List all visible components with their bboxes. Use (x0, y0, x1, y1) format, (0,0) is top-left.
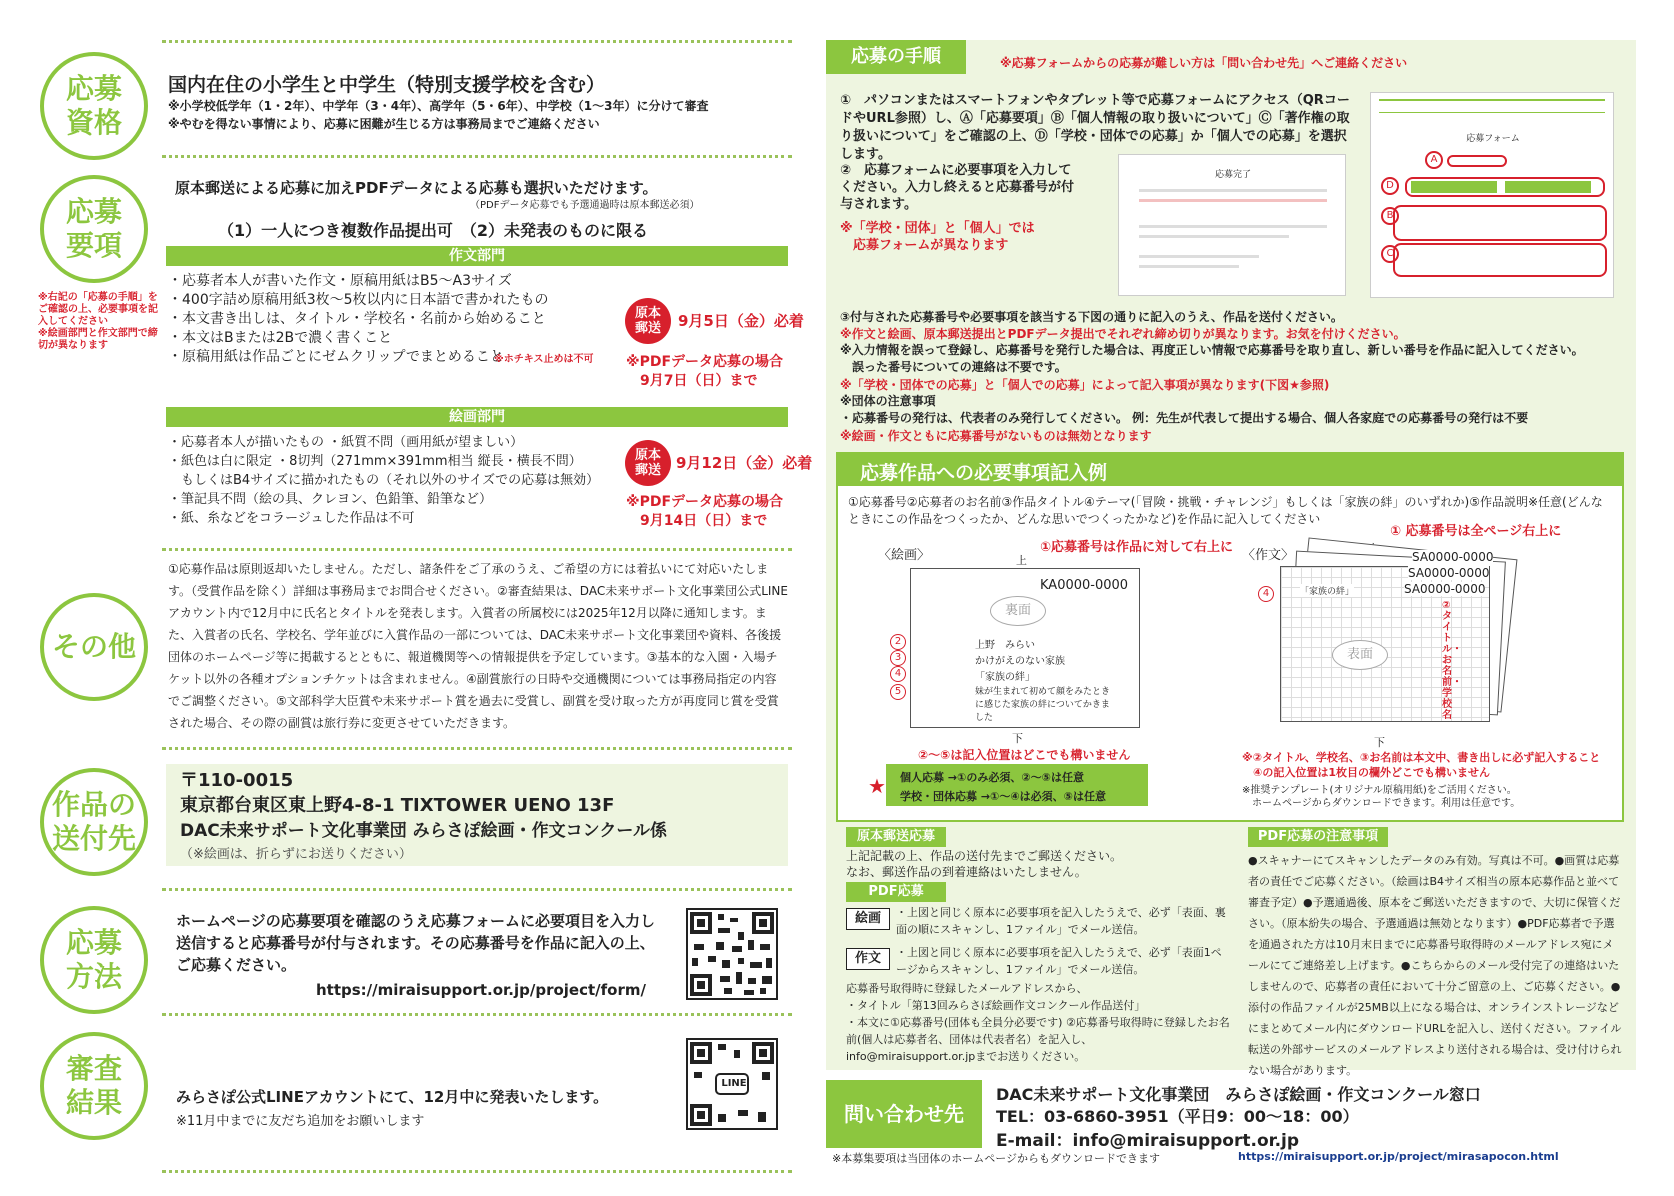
procedure-step2-note: ※「学校・団体」と「個人」では 応募フォームが異なります (840, 221, 1035, 253)
divider (162, 1013, 792, 1016)
pdf-send-text: 応募番号取得時に登録したメールアドレスから、 ・タイトル「第13回みらさぽ絵画作文コンクール作品送付」 ・本文に①応募番号(団体も全員分必要です) ②応募番号取得時に登録したお名前(個人は応募者名、団体は代表者名）を記入し、 info@miraisupport.or.jpまでお送りください。 (846, 982, 1230, 1063)
essay-pdf-deadline: ※PDFデータ応募の場合 9月7日（日）まで (626, 354, 784, 389)
essay-label: 〈作文〉 (1242, 548, 1295, 563)
procedure-step1: ① パソコンまたはスマートフォンやタブレット等で応募フォームにアクセス（QRコードやURL参照）し、Ⓐ「応募要項」Ⓑ「個人情報の取り扱いについて」Ⓒ「著作権の取り扱いについて」をご確認の上、Ⓓ「学校・団体での応募」か「個人での応募」を選択します。 (840, 93, 1350, 162)
marker-c: C (1381, 245, 1399, 263)
painting-deadline: 9月12日（金）必着 (676, 454, 813, 472)
address-zip: 〒110-0015 (180, 770, 294, 791)
section-circle-eligibility: 応募 資格 (40, 52, 148, 160)
eligibility-note: ※小学校低学年（1・2年）、中学年（3・4年）、高学年（5・6年）、中学校（1〜3年）に分けて審査 (168, 99, 709, 113)
choice-group-button (1411, 181, 1497, 193)
divider (162, 548, 792, 551)
text-line (1139, 265, 1239, 268)
section-circle-result: 審査 結果 (40, 1032, 148, 1140)
mail-stamp: 原本 郵送 (625, 440, 671, 486)
essay-front-label: 表面 (1332, 640, 1388, 670)
rule-group: 学校・団体応募 →①〜④は必須、⑤は任意 (900, 790, 1106, 803)
section-circle-address: 作品の 送付先 (40, 768, 148, 876)
form-qr-code[interactable] (686, 908, 778, 1000)
painting-label: 〈絵画〉 (878, 548, 931, 563)
choice-individual-button (1505, 181, 1591, 193)
done-screen-title: 応募完了 (1214, 170, 1251, 180)
procedure-step3-note: ※絵画・作文ともに応募番号がないものは無効となります (840, 429, 1152, 443)
annotation-a (1447, 155, 1507, 167)
text-line (1139, 189, 1327, 192)
divider (162, 40, 792, 43)
marker-4: 4 (1258, 586, 1274, 602)
line-label: LINE (721, 1078, 747, 1089)
essay-bottom-label: 下 (1374, 736, 1385, 749)
contact-label: 問い合わせ先 (826, 1080, 982, 1148)
divider (162, 155, 792, 158)
painting-name: 上野 みらい (975, 640, 1035, 651)
pdf-notes-text: ●スキャナーにてスキャンしたデータのみ有効。写真は不可。●画質は応募者の責任でご応募ください。（絵画はB4サイズ相当の原本応募作品と並べて審査予定）●予選通過後、原本をご郵送いただきますので、大切に保管ください。（原本紛失の場合、予選通過は無効となります）●PDF応募者で予選を通過された方は10月末日までに応募番号取得時のメールアドレス宛にメールにてご連絡差し上げます。●こちらからのメール受付完了の連絡はいたしませんので、応募者の責任において十分ご留意の上、ご応募ください。●添付の作品ファイルが25MB以上になる場合は、オンラインストレージなどにまとめてメール内にダウンロードURLを記入し、送付ください。ファイル転送の外部サービスのメールアドレスより送付される場合は、受け付けられない場合があります。 (1248, 854, 1622, 1077)
address-line1: 東京都台東区東上野4-8-1 TIXTOWER UENO 13F (180, 795, 615, 816)
marker-2: 2 (890, 634, 906, 650)
procedure-title-note: ※応募フォームからの応募が難しい方は「問い合わせ先」へご連絡ください (1000, 56, 1408, 70)
eligibility-title: 国内在住の小学生と中学生（特別支援学校を含む） (168, 74, 606, 96)
divider (162, 747, 792, 750)
painting-header: 絵画部門 (166, 407, 788, 427)
section-circle-other: その他 (40, 593, 148, 701)
star-icon: ★ (868, 774, 886, 798)
pdf-essay-text: ・上図と同じく原本に必要事項を記入したうえで、必ず「表面1ページからスキャンし、1ファイル」でメール送信。 (896, 946, 1222, 976)
painting-bottom-label: 下 (1012, 732, 1023, 745)
essay-theme: 「家族の絆」 (1300, 584, 1354, 597)
text-line (1139, 225, 1327, 228)
line-qr-code[interactable] (686, 1038, 778, 1130)
pdf-notes-header: PDF応募の注意事項 (1248, 827, 1388, 847)
text-line (1139, 235, 1289, 238)
painting-number-note: ①応募番号は作品に対して右上に (1040, 540, 1234, 555)
section-circle-requirements: 応募 要項 (40, 175, 148, 283)
method-text: ホームページの応募要項を確認のうえ応募フォームに必要項目を入力し送信すると応募番号が付与されます。その応募番号を作品に記入の上、ご応募ください。 (176, 912, 655, 974)
annotation-b (1393, 205, 1607, 241)
method-url[interactable]: https://miraisupport.or.jp/project/form/ (316, 981, 646, 999)
essay-deadline: 9月5日（金）必着 (678, 312, 804, 330)
essay-number: SA0000-0000 (1404, 582, 1486, 596)
rule-individual: 個人応募 →①のみ必須、②〜⑤は任意 (900, 771, 1084, 784)
procedure-title: 応募の手順 (826, 40, 966, 74)
mail-header: 原本郵送応募 (846, 827, 946, 847)
example-desc: ①応募番号②応募者のお名前③作品タイトル④テーマ(「冒険・挑戦・チャレンジ」もしくは「家族の絆」のいずれか)⑤作品説明※任意(どんなときにこの作品をつくったか、どんな思いでつくったかなど)を作品に記入してください (848, 495, 1603, 526)
contact-org: DAC未来サポート文化事業団 みらさぽ絵画・作文コンクール窓口 (996, 1085, 1481, 1104)
marker-3: 3 (890, 650, 906, 666)
template-note: ※推奨テンプレート(オリジナル原稿用紙)をご活用ください。 ホームページからダウンロードできます。利用は任意です。 (1242, 785, 1521, 809)
painting-description: 妹が生まれて初めて顔をみたときに感じた家族の絆についてかきました (975, 687, 1111, 723)
pdf-painting-text: ・上図と同じく原本に必要事項を記入したうえで、必ず「表面、裏面の順にスキャンし、1ファイル」でメール送信。 (896, 906, 1226, 936)
example-title: 応募作品への必要事項記入例 (860, 462, 1108, 484)
painting-tag: 絵画 (846, 908, 890, 930)
eligibility-note: ※やむを得ない事情により、応募に困難が生じる方は事務局までご連絡ください (168, 117, 600, 131)
annotation-c (1393, 243, 1607, 277)
procedure-step3-note: ※作文と絵画、原本郵送提出とPDFデータ提出でそれぞれ締め切りが異なります。お気を付けください。 (840, 327, 1406, 341)
painting-title: かけがえのない家族 (975, 656, 1065, 667)
essay-number: SA0000-0000 (1412, 550, 1494, 564)
mail-stamp: 原本 郵送 (625, 298, 671, 344)
address-line2: DAC未来サポート文化事業団 みらさぽ絵画・作文コンクール係 (180, 821, 667, 841)
requirements-lead-sub: （PDFデータ応募でも予選通過時は原本郵送必須） (470, 200, 700, 211)
form-screen-image (1370, 92, 1614, 298)
footer-url[interactable]: https://miraisupport.or.jp/project/mirasapocon.html (1238, 1150, 1559, 1163)
essay-header: 作文部門 (166, 246, 788, 266)
requirements-lead: 原本郵送による応募に加えPDFデータによる応募も選択いただけます。 (175, 179, 658, 197)
text-line (1139, 255, 1259, 258)
painting-number: KA0000-0000 (1040, 578, 1129, 593)
essay-staple-note: ※ホチキス止めは不可 (494, 354, 594, 365)
result-text: みらさぽ公式LINEアカウントにて、12月中に発表いたします。 (176, 1088, 609, 1106)
footer-note: ※本募集要項は当団体のホームページからもダウンロードできます (832, 1152, 1160, 1165)
marker-d: D (1381, 177, 1399, 195)
requirements-rule: （1）一人につき複数作品提出可 （2）未発表のものに限る (218, 221, 648, 240)
requirements-side-note: ※右記の「応募の手順」をご確認の上、必要事項を記入してください ※絵画部門と作文部門で締切が異なります (38, 292, 158, 351)
essay-side-note: ②タイトル・お名前・学校名 (1442, 600, 1462, 721)
essay-number-note: ① 応募番号は全ページ右上に (1390, 524, 1562, 539)
section-circle-method: 応募 方法 (40, 906, 148, 1014)
form-screen-title: 応募フォーム (1466, 134, 1520, 144)
divider (162, 888, 792, 891)
procedure-step2: ② 応募フォームに必要事項を入力してください。入力し終えると応募番号が付与されます。 (840, 163, 1075, 212)
essay-items: ・応募者本人が書いた作文・原稿用紙はB5〜A3サイズ ・400字詰め原稿用紙3枚〜5枚以内に日本語で書かれたもの ・本文書き出しは、タイトル・学校名・名前から始めること ・本文はBまたは2Bで濃く書くこと ・原稿用紙は作品ごとにゼムクリップでまとめること (168, 273, 549, 365)
procedure-step3-note: ※団体の注意事項 ・応募番号の発行は、代表者のみ発行してください。 例：先生が代表して提出する場合、個人各家庭での応募番号の発行は不要 (840, 394, 1529, 425)
painting-pdf-deadline: ※PDFデータ応募の場合 9月14日（日）まで (626, 494, 784, 529)
form-header-bar (1379, 99, 1605, 113)
divider (162, 1170, 792, 1173)
mail-text: 上記記載の上、作品の送付先までご郵送ください。 なお、郵送作品の到着連絡はいたしません。 (846, 849, 1123, 879)
marker-b: B (1381, 207, 1399, 225)
position-note: ②〜⑤は記入位置はどこでも構いません (918, 748, 1131, 762)
done-screen-image (1118, 154, 1346, 296)
procedure-step3-note: ※入力情報を誤って登録し、応募番号を発行した場合は、再度正しい情報で応募番号を取り直し、新しい番号を作品に記入してください。 誤った番号についての連絡は不要です。 (840, 343, 1584, 374)
painting-items: ・応募者本人が描いたもの ・紙質不問（画用紙が望ましい） ・紙色は白に限定 ・8切判（271mm×391mm相当 縦長・横長不問） もしくはB4サイズに描かれたもの（それ以外のサイズでの応募は無効） ・筆記具不問（絵の具、クレヨン、色鉛筆、鉛筆など） ・紙、糸などをコラージュした作品は不可 (168, 435, 600, 526)
painting-theme: 「家族の絆」 (975, 672, 1035, 683)
contact-tel: TEL：03-6860-3951（平日9：00〜18：00） (996, 1107, 1359, 1126)
painting-top-label: 上 (1016, 554, 1027, 567)
marker-5: 5 (890, 684, 906, 700)
text-line (1139, 199, 1327, 202)
other-text: ①応募作品は原則返却いたしません。ただし、諸条件をご了承のうえ、ご希望の方には着払いにて対応いたします。（受賞作品を除く）詳細は事務局までお問合せください。②審査結果は、DAC未来サポート文化事業団公式LINEアカウント内で12月中に氏名とタイトルを発表します。入賞者の所属校には2025年12月以降に通知します。また、入賞者の氏名、学校名、学年並びに入賞作品の一部については、DAC未来サポート文化事業団や資料、各後援団体のホームページ等に掲載するとともに、報道機関等への情報提供を予定しています。③基本的な入園・入場チケット以外の各種オプションチケットは含まれません。④副賞旅行の日時や交通機関については事務局指定の内容でご調整ください。⑤文部科学大臣賞や未来サポート賞を過去に受賞し、副賞を受け取った方が再度同じ賞を受賞された場合、その際の副賞は旅行券に変更させていただきます。 (168, 562, 788, 730)
painting-back-label: 裏面 (990, 596, 1046, 626)
contact-email[interactable]: E-mail：info@miraisupport.or.jp (996, 1131, 1300, 1151)
procedure-step3-note: ※「学校・団体での応募」と「個人での応募」によって記入事項が異なります(下図★参照) (840, 378, 1330, 392)
procedure-step3: ③付与された応募番号や必要事項を該当する下図の通りに記入のうえ、作品を送付ください。 (840, 310, 1343, 324)
result-note: ※11月中までに友だち追加をお願いします (176, 1114, 425, 1129)
essay-tag: 作文 (846, 948, 890, 970)
essay-note: ※②タイトル、学校名、③お名前は本文中、書き出しに必ず記入すること ④の記入位置は1枚目の欄外どこでも構いません (1242, 751, 1601, 779)
marker-a: A (1425, 151, 1443, 169)
marker-4: 4 (890, 666, 906, 682)
essay-number: SA0000-0000 (1408, 566, 1490, 580)
address-note: （※絵画は、折らずにお送りください） (180, 847, 412, 862)
pdf-header: PDF応募 (846, 882, 946, 902)
